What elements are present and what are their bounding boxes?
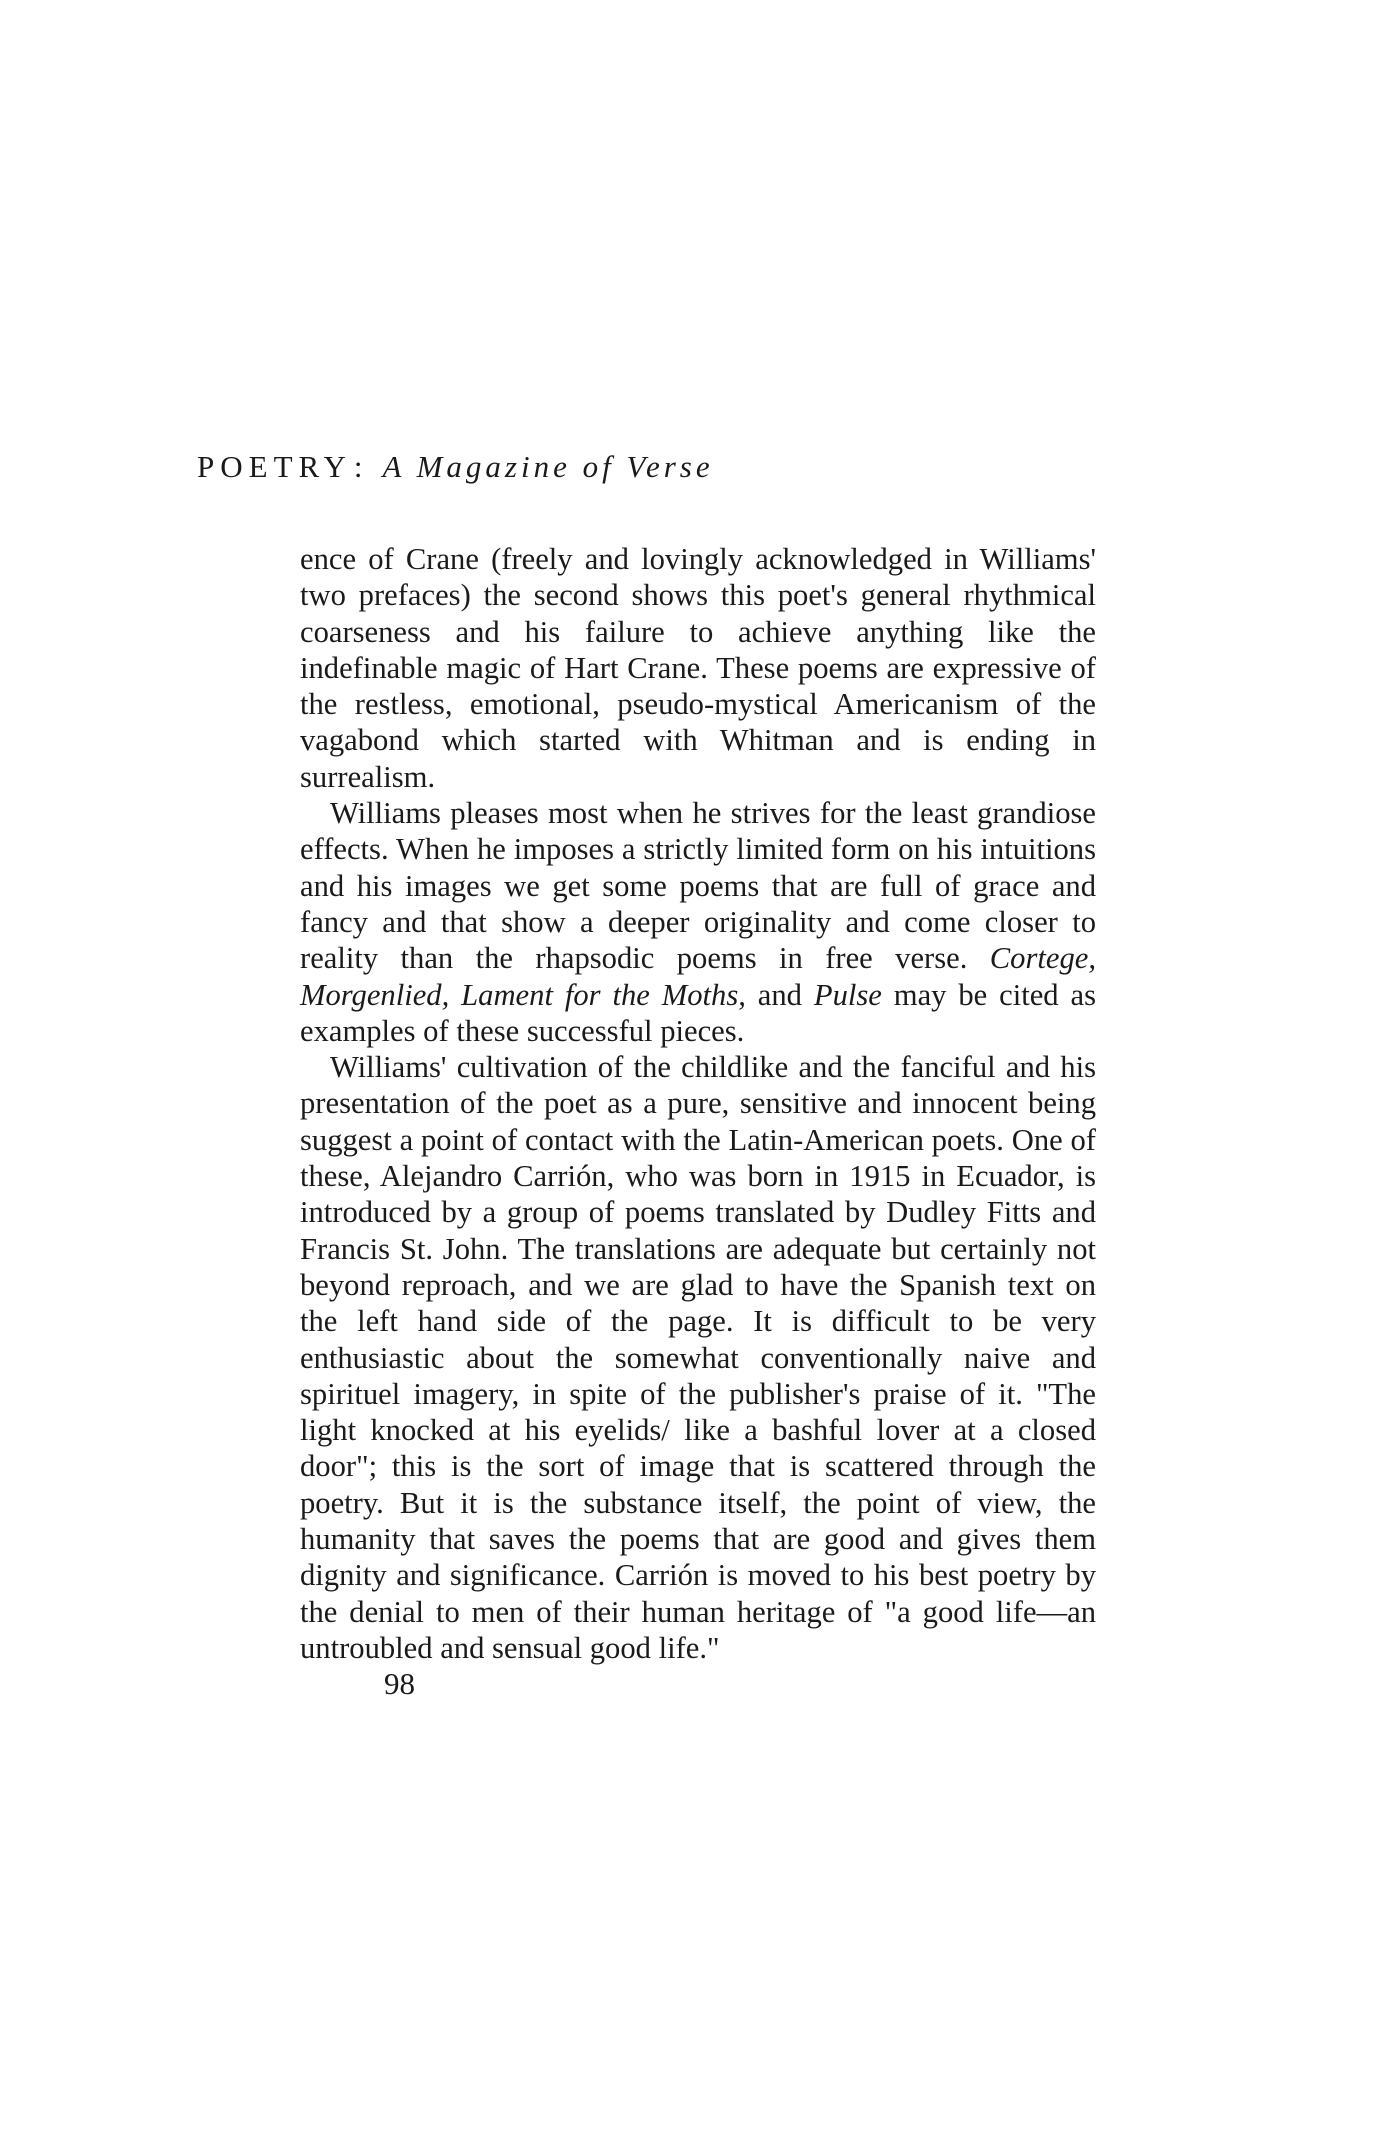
paragraph-1: [300, 541, 1096, 795]
paragraph-2-conjunction: and: [745, 977, 814, 1012]
paragraph-2: [300, 795, 1096, 1049]
cited-poem-titles: Cortege, Morgenlied, Lament for the Moths,: [300, 941, 1096, 1012]
article-body: [300, 541, 1096, 1666]
running-head: [197, 447, 714, 487]
cited-poem-title-pulse: Pulse: [813, 977, 882, 1012]
paragraph-2-ending: may be cited as examples of these successful pieces.: [300, 977, 1096, 1048]
journal-subtitle: A Magazine of Verse: [382, 449, 714, 484]
running-head-separator: :: [353, 449, 369, 484]
paragraph-1-text: ence of Crane (freely and lovingly acknowledged in Williams' two prefaces) the second shows this poet's general rhythmical coarseness and his failure to achieve anything like the indefinable magic of Hart Crane. These poems are expressive of the restless, emotional, pseudo-mystical Americanism of the vagabond which started with Whitman and is ending in surrealism.: [300, 542, 1096, 794]
page-number: 98: [384, 1666, 415, 1701]
paragraph-3-text: Williams' cultivation of the childlike and the fanciful and his presentation of the poet as a pure, sensitive and innocent being suggest a point of contact with the Latin-American poets. One of these, Alejandro Carrión, who was born in 1915 in Ecuador, is introduced by a group of poems translated by Dudley Fitts and Francis St. John. The translations are adequate but certainly not beyond reproach, and we are glad to have the Spanish text on the left hand side of the page. It is difficult to be very enthusiastic about the somewhat conventionally naive and spirituel imagery, in spite of the publisher's praise of it. "The light knocked at his eyelids/ like a bashful lover at a closed door"; this is the sort of image that is scattered through the poetry. But it is the substance itself, the point of view, the humanity that saves the poems that are good and gives them dignity and significance. Carrión is moved to his best poetry by the denial to men of their human heritage of "a good life—an untroubled and sensual good life.": [300, 1050, 1096, 1665]
paragraph-3: [300, 1049, 1096, 1666]
journal-name: POETRY: [197, 449, 352, 484]
paragraph-2-text: Williams pleases most when he strives for the least grandiose effects. When he imposes a strictly limited form on his intuitions and his images we get some poems that are full of grace and fancy and that show a deeper originality and come closer to reality than the rhapsodic poems in free verse.: [300, 796, 1096, 976]
